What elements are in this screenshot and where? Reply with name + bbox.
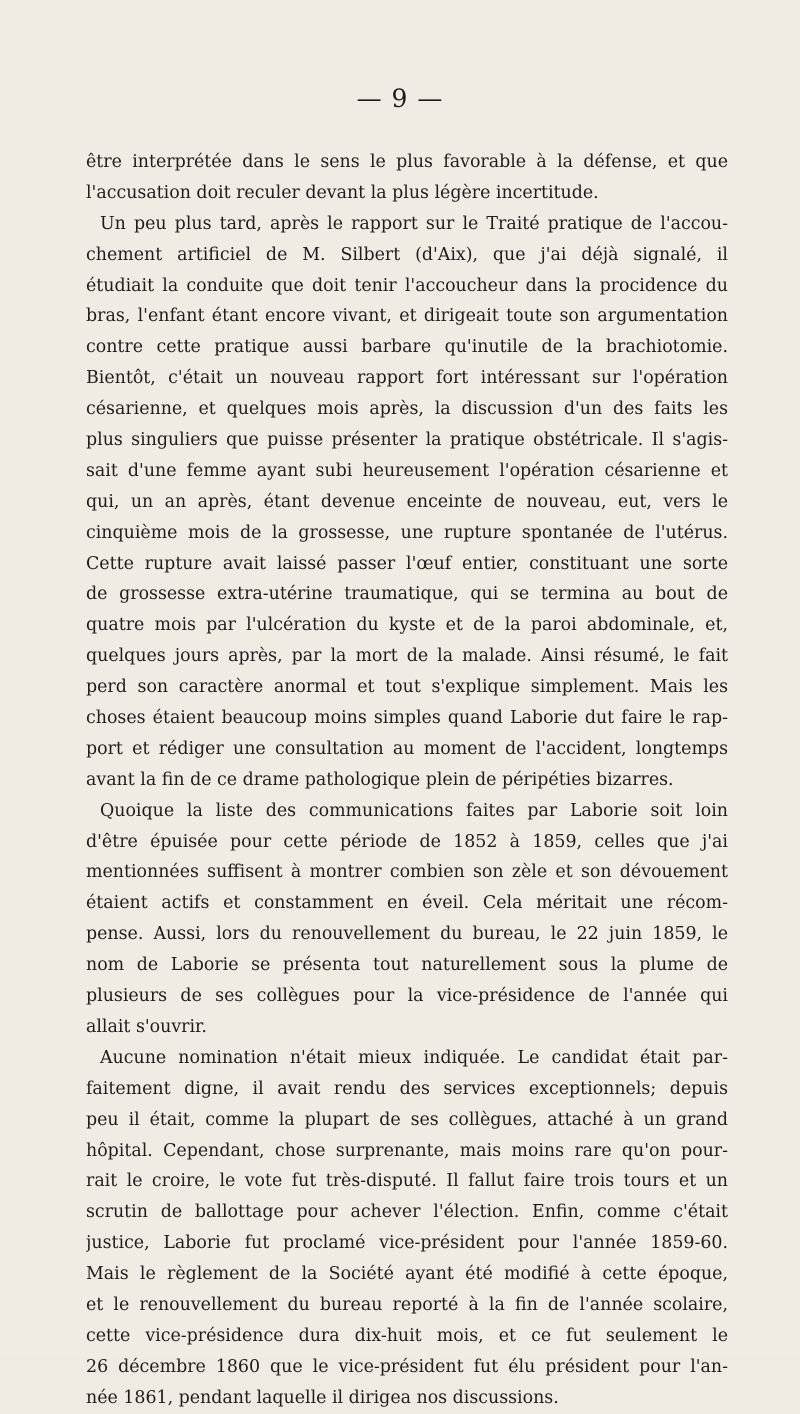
text-line: étaient actifs et constamment en éveil. Cela méritait une récom- (86, 893, 728, 914)
text-line: port et rédiger une consultation au moment de l'accident, longtemps (86, 738, 728, 759)
text-line: sait d'une femme ayant subi heureusement l'opération césarienne et (86, 460, 728, 481)
text-line: plusieurs de ses collègues pour la vice-présidence de l'année qui (86, 986, 728, 1007)
text-line: quatre mois par l'ulcération du kyste et de la paroi abdominale, et, (86, 615, 728, 636)
text-line: Cette rupture avait laissé passer l'œuf entier, constituant une sorte (86, 553, 728, 574)
text-line: d'être épuisée pour cette période de 1852 à 1859, celles que j'ai (86, 831, 728, 852)
body-text (86, 147, 728, 1414)
text-line: être interprétée dans le sens le plus favorable à la défense, et que (86, 152, 728, 172)
text-line: de grossesse extra-utérine traumatique, qui se termina au bout de (86, 584, 728, 605)
text-line: peu il était, comme la plupart de ses collègues, attaché à un grand (86, 1109, 728, 1130)
text-line: Mais le règlement de la Société ayant été modifié à cette époque, (86, 1264, 728, 1285)
text-line: rait le croire, le vote fut très-disputé. Il fallut faire trois tours et un (86, 1171, 728, 1192)
text-line: et le renouvellement du bureau reporté à la fin de l'année scolaire, (86, 1294, 728, 1315)
text-line: chement artificiel de M. Silbert (d'Aix), que j'ai déjà signalé, il (86, 244, 728, 265)
text-line: césarienne, et quelques mois après, la discussion d'un des faits les (86, 399, 728, 420)
text-line: allait s'ouvrir. (86, 1016, 207, 1037)
text-line: mentionnées suffisent à montrer combien son zèle et son dévouement (86, 862, 728, 883)
text-line: hôpital. Cependant, chose surprenante, mais moins rare qu'on pour- (86, 1140, 728, 1161)
text-line: Quoique la liste des communications faites par Laborie soit loin (100, 800, 728, 821)
text-line: étudiait la conduite que doit tenir l'accoucheur dans la procidence du (86, 275, 728, 296)
text-line: contre cette pratique aussi barbare qu'inutile de la brachiotomie. (86, 337, 728, 358)
text-line: avant la fin de ce drame pathologique plein de péripéties bizarres. (86, 769, 674, 790)
page-number: — 9 — (356, 84, 444, 113)
text-line: justice, Laborie fut proclamé vice-président pour l'année 1859-60. (86, 1233, 728, 1254)
text-line: Aucune nomination n'était mieux indiquée. Le candidat était par- (100, 1047, 728, 1068)
text-line: quelques jours après, par la mort de la malade. Ainsi résumé, le fait (86, 646, 728, 667)
text-line: Un peu plus tard, après le rapport sur le Traité pratique de l'accou- (100, 213, 728, 234)
text-line: scrutin de ballottage pour achever l'élection. Enfin, comme c'était (86, 1202, 728, 1223)
text-line: cette vice-présidence dura dix-huit mois, et ce fut seulement le (86, 1325, 728, 1346)
text-line: nom de Laborie se présenta tout naturellement sous la plume de (86, 955, 728, 976)
text-line: bras, l'enfant étant encore vivant, et dirigeait toute son argumentation (86, 306, 728, 327)
text-line: perd son caractère anormal et tout s'explique simplement. Mais les (86, 677, 728, 698)
text-line: choses étaient beaucoup moins simples quand Laborie dut faire le rap- (86, 708, 728, 729)
text-line: l'accusation doit reculer devant la plus légère incertitude. (86, 182, 599, 203)
text-line: qui, un an après, étant devenue enceinte de nouveau, eut, vers le (86, 491, 728, 512)
text-line: plus singuliers que puisse présenter la pratique obstétricale. Il s'agis- (86, 430, 728, 451)
text-line: Bientôt, c'était un nouveau rapport fort intéressant sur l'opération (86, 368, 728, 389)
text-line: née 1861, pendant laquelle il dirigea nos discussions. (86, 1387, 559, 1408)
text-line: 26 décembre 1860 que le vice-président fut élu président pour l'an- (86, 1356, 728, 1377)
text-line: pense. Aussi, lors du renouvellement du bureau, le 22 juin 1859, le (86, 924, 728, 945)
text-line: faitement digne, il avait rendu des services exceptionnels; depuis (86, 1078, 728, 1099)
text-line: cinquième mois de la grossesse, une rupture spontanée de l'utérus. (86, 522, 728, 543)
